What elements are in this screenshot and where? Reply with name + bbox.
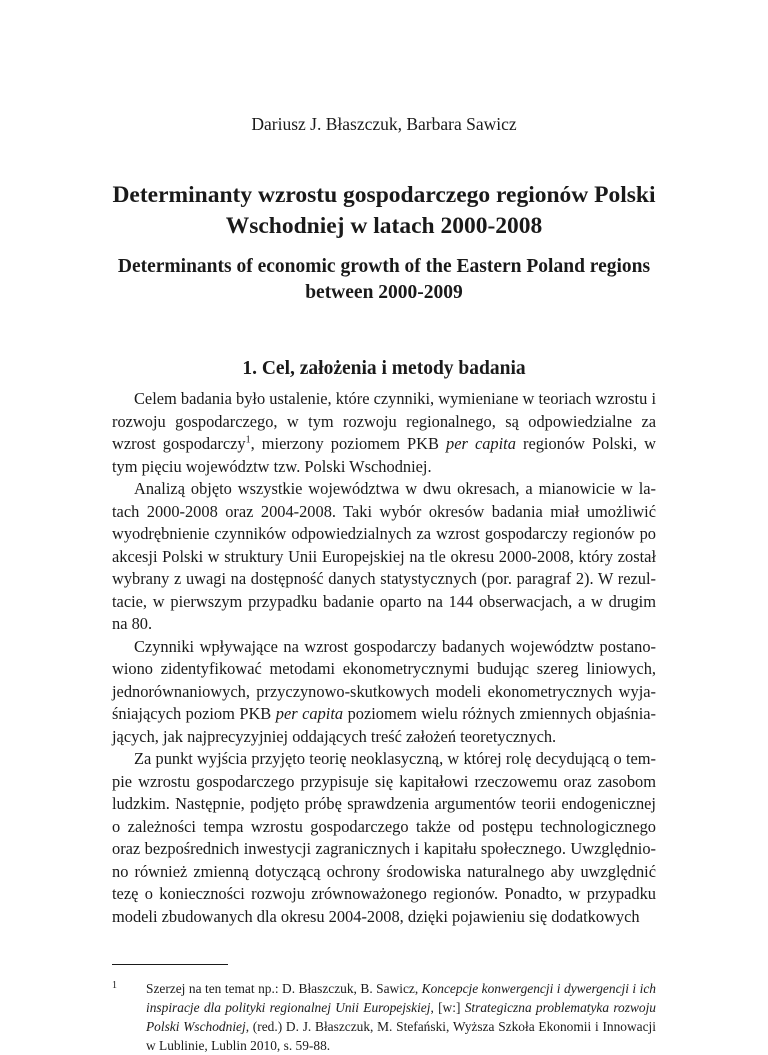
- paragraph-1-text-c: regionów Polski, w tym pięciu województw tzw. Polski Wschodniej.: [112, 434, 656, 476]
- footnote-text: [146, 979, 656, 1055]
- section-heading: 1. Cel, założenia i metody badania: [242, 358, 526, 379]
- paragraph-1-italic: per capita: [446, 434, 516, 453]
- paragraph-2: Analizą objęto wszystkie województwa w dwu okresach, a mianowicie w latach 2000-2008 oraz 2004-2008. Taki wybór okresów badania miał umożliwić wyodrębnienie czynników odpowiedzialnych za wzrost gospodarczy regionów po akcesji Polski w struktury Unii Europejskiej na tle okresu 2000-2008, który został wybrany z uwagi na dostępność danych statystycznych (por. paragraf 2). W rezultacie, w pierwszym przypadku badanie oparto na 144 obserwacjach, a w drugim na 80.: [112, 479, 656, 633]
- footnote-text-b: , [w:]: [430, 1000, 465, 1015]
- title-english: Determinants of economic growth of the Eastern Poland regions between 2000-2009: [117, 256, 651, 303]
- authors: Dariusz J. Błaszczuk, Barbara Sawicz: [251, 114, 517, 134]
- footnote: [112, 979, 656, 1055]
- footnote-divider: [112, 964, 228, 965]
- footnote-italic-1: Koncepcje konwergencji i dywergencji i ich inspiracje dla polityki regionalnej Unii Europejskiej: [146, 981, 656, 1015]
- paragraph-3-italic: per capita: [275, 704, 344, 723]
- page: [112, 112, 656, 1055]
- footnote-text-c: , (red.) D. J. Błaszczuk, M. Stefański, Wyższa Szkoła Ekonomii i Innowacji w Lublinie, Lublin 2010, s. 59-88.: [146, 1019, 656, 1053]
- footnote-ref-1: 1: [245, 434, 251, 446]
- paragraph-3-text-a: Czynniki wpływające na wzrost gospodarczy badanych województw postanowiono zidentyfikować metodami ekonometrycznymi budując szereg liniowych, jednorównaniowych, przyczynowo-skutkowych modeli ekonometrycznych wyjaśniających poziom PKB: [112, 636, 656, 723]
- footnote-number: 1: [112, 980, 117, 991]
- paragraph-3: [112, 636, 656, 749]
- paragraph-4: Za punkt wyjścia przyjęto teorię neoklasyczną, w której rolę decydującą o tempie wzrostu gospodarczego przypisuje się kapitałowi rzeczowemu oraz zasobom ludzkim. Następnie, podjęto próbę sprawdzenia argumentów teorii endogenicznej o zależności tempa wzrostu gospodarczego także od postępu technologicznego oraz bezpośrednich inwestycji zagranicznych i kapitału społecznego. Uwzględniono również zmienną dotyczącą ochrony środowiska naturalnego aby uwzględnić tezę o konieczności rozwoju zrównoważonego regionów. Ponadto, w przypadku modeli zbudowanych dla okresu 2004-2008, dzięki pojawieniu się dodatkowych: [112, 749, 656, 926]
- footnote-italic-2: Strategiczna problematyka rozwoju Polski Wschodniej: [146, 1000, 657, 1034]
- paragraph-1: [112, 388, 656, 478]
- paragraph-3-text-b: poziomem wielu różnych zmiennych objaśniających, jak najprecyzyjniej oddających treść założeń teoretycznych.: [112, 704, 656, 746]
- paragraph-1-text-b: , mierzony poziomem PKB: [250, 434, 447, 453]
- title-polish: Determinanty wzrostu gospodarczego regionów Polski Wschodniej w latach 2000-2008: [112, 182, 656, 239]
- paragraph-1-text-a: Celem badania było ustalenie, które czynniki, wymieniane w teoriach wzrostu i rozwoju gospodarczego, w tym rozwoju regionalnego, są odpowiedzialne za wzrost gospodarczy: [112, 389, 656, 453]
- footnote-text-a: Szerzej na ten temat np.: D. Błaszczuk, B. Sawicz,: [146, 981, 422, 996]
